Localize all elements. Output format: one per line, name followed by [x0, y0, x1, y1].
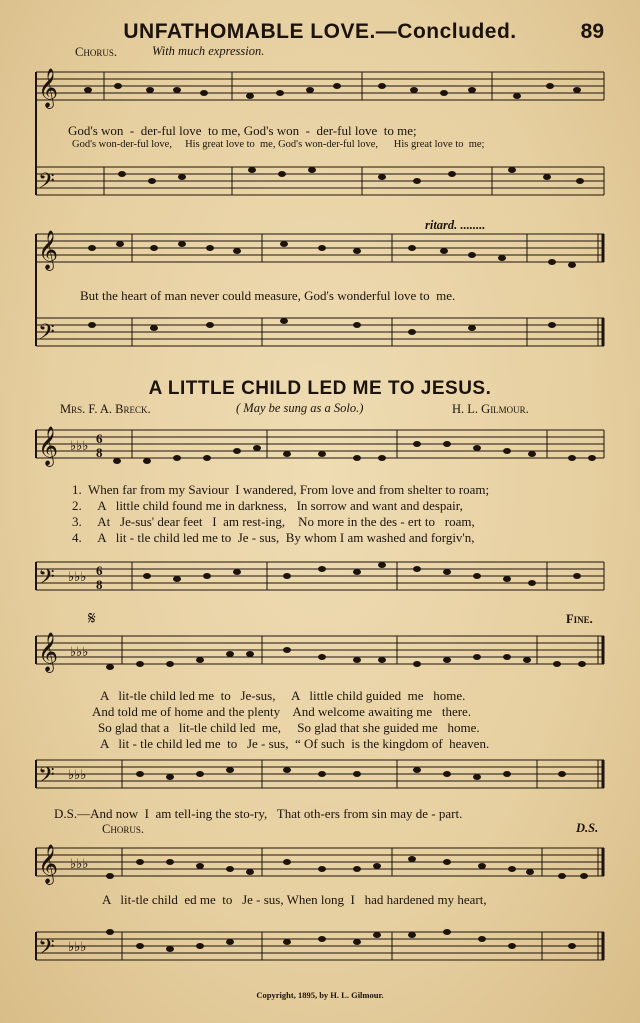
hymn1-lyric-line1b: God's won-der-ful love, His great love to me, God's won-der-ful love, His great love to me;: [72, 139, 485, 150]
ds-lyric-line: D.S.—And now I am tell-ing the sto-ry, That oth-ers from sin may de - part.: [54, 806, 463, 821]
page-number: 89: [580, 20, 604, 43]
hymn2-note: ( May be sung as a Solo.): [236, 401, 364, 415]
music-system-4-bass: [32, 752, 608, 808]
svg-text:𝄞: 𝄞: [38, 230, 59, 270]
hymn1-lyric-line1: God's won - der-ful love to me, God's won - der-ful love to me;: [68, 123, 417, 138]
svg-text:♭♭♭: ♭♭♭: [70, 857, 89, 872]
svg-text:𝄞: 𝄞: [38, 632, 59, 672]
verse-4: 4. A lit - tle child led me to Je - sus, By whom I am washed and forgiv'n,: [72, 530, 475, 545]
svg-text:𝄞: 𝄞: [38, 68, 59, 108]
svg-text:♭♭♭: ♭♭♭: [68, 570, 87, 585]
music-system-3-bass: [32, 548, 608, 618]
chorus2-lyric: A lit-tle child ed me to Je - sus, When long I had hardened my heart,: [102, 892, 487, 907]
svg-text:𝄢: 𝄢: [38, 320, 55, 350]
svg-text:𝄞: 𝄞: [38, 844, 59, 884]
music-system-4-treble: [32, 626, 608, 686]
music-system-3-treble: [32, 420, 608, 490]
svg-text:8: 8: [96, 445, 103, 460]
refrain-line-3: So glad that a lit-tle child led me, So glad that she guided me home.: [98, 720, 480, 735]
svg-text:𝄢: 𝄢: [38, 935, 55, 965]
hymn2-title: A LITTLE CHILD LED ME TO JESUS.: [148, 378, 492, 399]
svg-text:♭♭♭: ♭♭♭: [68, 768, 87, 783]
svg-text:6: 6: [96, 431, 103, 446]
music-system-5-treble: [32, 838, 608, 898]
svg-text:𝄢: 𝄢: [38, 565, 55, 595]
refrain-line-4: A lit - tle child led me to Je - sus, “ Of such is the kingdom of heaven.: [100, 736, 490, 751]
chorus2-label: Chorus.: [102, 822, 144, 836]
svg-text:8: 8: [96, 577, 103, 592]
hymn1-expression: With much expression.: [152, 44, 265, 58]
verse-1: 1. When far from my Saviour I wandered, From love and from shelter to roam;: [72, 482, 490, 497]
svg-text:𝄢: 𝄢: [38, 169, 55, 199]
refrain-line-1: A lit-tle child led me to Je-sus, A little child guided me home.: [100, 688, 466, 703]
refrain-line-2: And told me of home and the plenty And welcome awaiting me there.: [92, 704, 472, 719]
svg-text:♭♭♭: ♭♭♭: [68, 940, 87, 955]
svg-text:6: 6: [96, 563, 103, 578]
ds-mark: D.S.: [576, 821, 599, 835]
fine-marking: Fine.: [566, 612, 593, 626]
hymn1-lyric-line2: But the heart of man never could measure, God's wonderful love to me.: [80, 288, 456, 303]
svg-text:♭♭♭: ♭♭♭: [70, 439, 89, 454]
hymn2-composer: H. L. Gilmour.: [452, 402, 529, 416]
ritard-marking: ritard. ........: [425, 218, 486, 232]
hymn1-title: UNFATHOMABLE LOVE.—Concluded.: [123, 20, 517, 43]
svg-text:𝄢: 𝄢: [38, 763, 55, 793]
copyright-notice: Copyright, 1895, by H. L. Gilmour.: [256, 990, 384, 1000]
music-system-5-bass: [32, 914, 608, 984]
svg-text:𝄞: 𝄞: [38, 426, 59, 466]
verse-2: 2. A little child found me in darkness, In sorrow and want and despair,: [72, 498, 463, 513]
hymn1-chorus-label: Chorus.: [75, 45, 117, 59]
verse-3: 3. At Je-sus' dear feet I am rest-ing, No more in the des - ert to roam,: [72, 514, 475, 529]
svg-text:♭♭♭: ♭♭♭: [70, 645, 89, 660]
hymn2-author: Mrs. F. A. Breck.: [60, 402, 151, 416]
segno-sign: 𝄋: [88, 608, 96, 629]
